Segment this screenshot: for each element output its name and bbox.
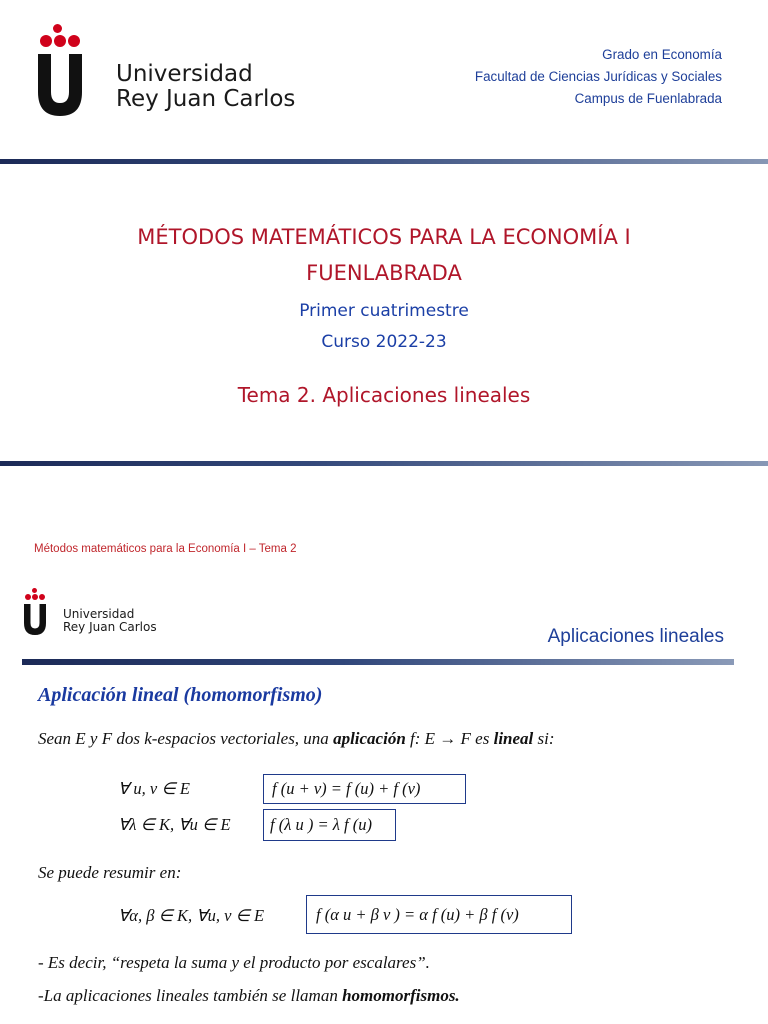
summary-intro: Se puede resumir en: <box>38 863 182 882</box>
running-header: Métodos matemáticos para la Economía I – Tema 2 <box>34 543 297 555</box>
program-faculty: Facultad de Ciencias Jurídicas y Sociales <box>474 69 722 84</box>
condition1-quantifier: ∀ u, v ∈ E <box>118 779 190 798</box>
section-divider <box>22 659 734 665</box>
intro-text-c: f: E → F es <box>405 729 494 748</box>
university-logo <box>38 24 298 124</box>
course-title-line1: MÉTODOS MATEMÁTICOS PARA LA ECONOMÍA I <box>137 225 631 249</box>
university-name-line1: Universidad <box>63 607 135 621</box>
logo-crown-dots <box>24 588 48 602</box>
note-homomorphisms <box>38 986 460 1006</box>
program-info <box>475 44 722 110</box>
intro-text-bold-aplicacion: aplicación <box>333 729 406 748</box>
note2-bold-homomorfismos: homomorfismos. <box>342 986 460 1005</box>
condition2-formula: f (λ u ) = λ f (u) <box>270 815 372 834</box>
note-respects-operations: - Es decir, “respeta la suma y el producto por escalares”. <box>38 953 430 972</box>
topic-title: Tema 2. Aplicaciones lineales <box>237 383 531 407</box>
condition2-quantifier: ∀λ ∈ K, ∀u ∈ E <box>118 815 231 834</box>
university-name <box>116 62 295 112</box>
logo-crown-dots <box>38 24 82 50</box>
program-degree: Grado en Economía <box>602 47 722 62</box>
summary-formula: f (α u + β v ) = α f (u) + β f (v) <box>316 905 519 924</box>
definition-intro <box>38 729 555 749</box>
intro-text-bold-lineal: lineal <box>493 729 534 748</box>
term-label: Primer cuatrimestre <box>299 301 469 321</box>
university-name-line1: Universidad <box>116 61 253 87</box>
university-logo-small <box>24 588 184 640</box>
summary-quantifier: ∀α, β ∈ K, ∀u, v ∈ E <box>118 906 265 925</box>
university-name-line2: Rey Juan Carlos <box>63 619 157 634</box>
course-year-label: Curso 2022-23 <box>321 332 447 352</box>
intro-text-e: si: <box>533 729 555 748</box>
definition-heading: Aplicación lineal (homomorfismo) <box>38 684 323 706</box>
header-divider <box>0 159 768 164</box>
note2-text: -La aplicaciones lineales también se llaman <box>38 986 343 1005</box>
footer-divider <box>0 461 768 466</box>
title-block <box>0 220 768 410</box>
intro-text-a: Sean E y F dos k-espacios vectoriales, una <box>38 729 334 748</box>
university-name-line2: Rey Juan Carlos <box>116 85 296 112</box>
program-campus: Campus de Fuenlabrada <box>574 91 722 106</box>
section-title: Aplicaciones lineales <box>547 626 724 647</box>
logo-u-mark <box>38 54 82 116</box>
course-title-line2: FUENLABRADA <box>306 261 462 285</box>
condition1-formula: f (u + v) = f (u) + f (v) <box>272 779 421 798</box>
logo-u-mark <box>24 604 46 635</box>
university-name-small <box>63 608 157 634</box>
